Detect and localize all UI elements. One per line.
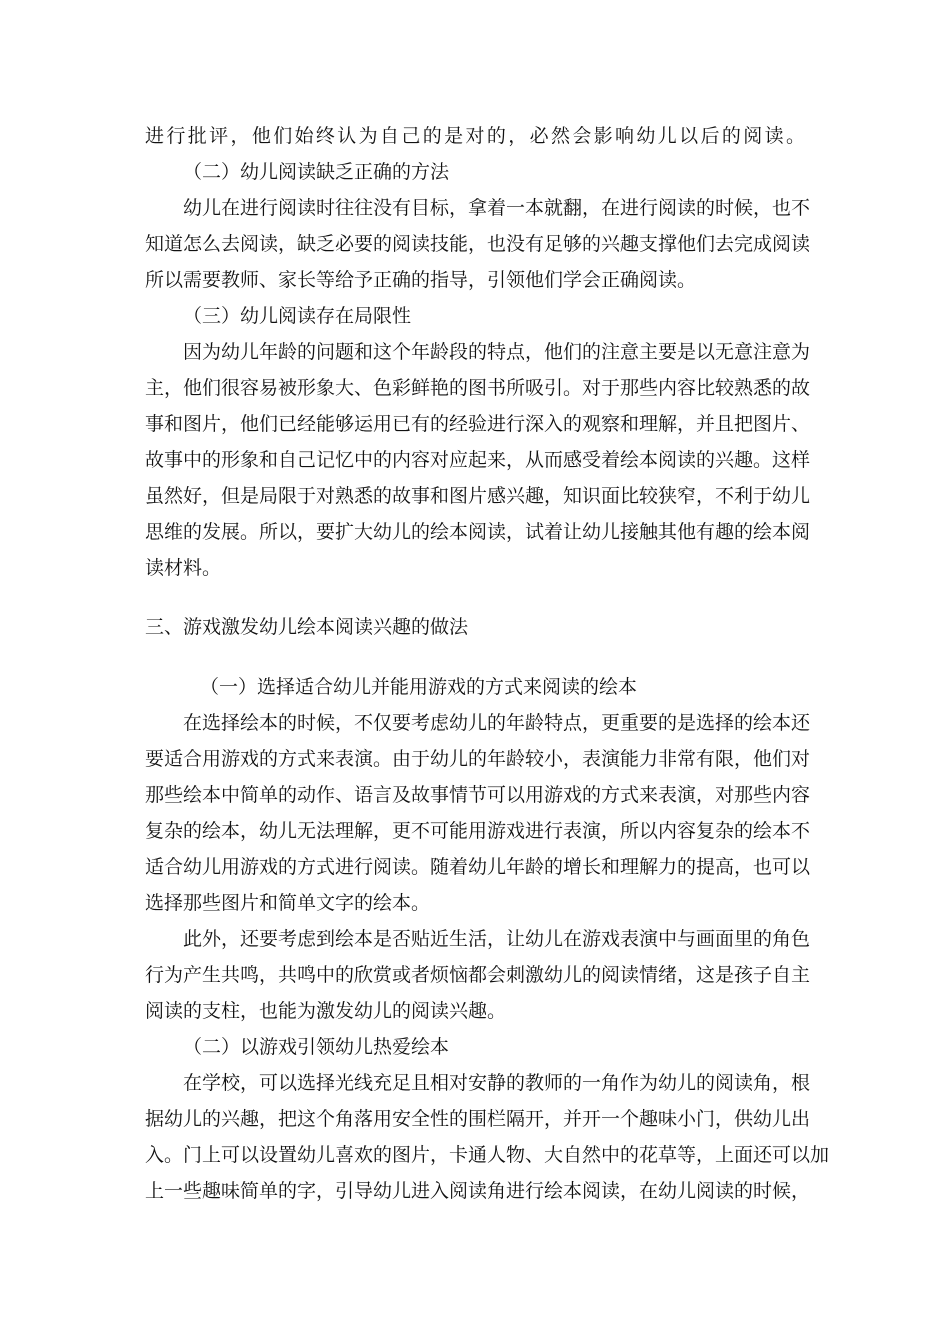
paragraph-line: 据幼儿的兴趣，把这个角落用安全性的围栏隔开，并开一个趣味小门，供幼儿出: [145, 1108, 811, 1130]
paragraph-line: 读材料。: [145, 557, 222, 579]
section-heading: （二）以游戏引领幼儿热爱绘本: [183, 1036, 450, 1058]
paragraph-line: 上一些趣味简单的字，引导幼儿进入阅读角进行绘本阅读，在幼儿阅读的时候，: [145, 1180, 811, 1202]
section-heading: （二）幼儿阅读缺乏正确的方法: [183, 161, 450, 183]
paragraph-line: 事和图片，他们已经能够运用已有的经验进行深入的观察和理解，并且把图片、: [145, 413, 811, 435]
paragraph-line: 因为幼儿年龄的问题和这个年龄段的特点，他们的注意主要是以无意注意为: [183, 341, 811, 363]
paragraph-line: 虽然好，但是局限于对熟悉的故事和图片感兴趣，知识面比较狭窄，不利于幼儿: [145, 485, 811, 507]
chapter-heading: 三、游戏激发幼儿绘本阅读兴趣的做法: [145, 616, 469, 638]
paragraph-line: 进行批评，他们始终认为自己的是对的，必然会影响幼儿以后的阅读。: [145, 125, 805, 147]
paragraph-line: 所以需要教师、家长等给予正确的指导，引领他们学会正确阅读。: [145, 269, 697, 291]
paragraph-line: 主，他们很容易被形象大、色彩鲜艳的图书所吸引。对于那些内容比较熟悉的故: [145, 377, 811, 399]
paragraph-line: 在学校，可以选择光线充足且相对安静的教师的一角作为幼儿的阅读角，根: [183, 1072, 811, 1094]
paragraph-line: 此外，还要考虑到绘本是否贴近生活，让幼儿在游戏表演中与画面里的角色: [183, 928, 811, 950]
paragraph-line: 复杂的绘本，幼儿无法理解，更不可能用游戏进行表演，所以内容复杂的绘本不: [145, 820, 811, 842]
section-heading: （三）幼儿阅读存在局限性: [183, 305, 412, 327]
paragraph-line: 适合幼儿用游戏的方式进行阅读。随着幼儿年龄的增长和理解力的提高，也可以: [145, 856, 811, 878]
paragraph-line: 知道怎么去阅读，缺乏必要的阅读技能，也没有足够的兴趣支撑他们去完成阅读: [145, 233, 811, 255]
paragraph-line: 那些绘本中简单的动作、语言及故事情节可以用游戏的方式来表演，对那些内容: [145, 784, 811, 806]
paragraph-line: 入。门上可以设置幼儿喜欢的图片，卡通人物、大自然中的花草等，上面还可以加: [145, 1144, 830, 1166]
paragraph-line: 行为产生共鸣，共鸣中的欣赏或者烦恼都会刺激幼儿的阅读情绪，这是孩子自主: [145, 964, 811, 986]
paragraph-line: 故事中的形象和自己记忆中的内容对应起来，从而感受着绘本阅读的兴趣。这样: [145, 449, 811, 471]
paragraph-line: 要适合用游戏的方式来表演。由于幼儿的年龄较小，表演能力非常有限，他们对: [145, 748, 811, 770]
paragraph-line: 在选择绘本的时候，不仅要考虑幼儿的年龄特点，更重要的是选择的绘本还: [183, 712, 811, 734]
paragraph-line: 选择那些图片和简单文字的绘本。: [145, 892, 431, 914]
paragraph-line: 幼儿在进行阅读时往往没有目标，拿着一本就翻，在进行阅读的时候，也不: [183, 197, 811, 219]
section-heading: （一）选择适合幼儿并能用游戏的方式来阅读的绘本: [200, 676, 638, 698]
paragraph-line: 思维的发展。所以，要扩大幼儿的绘本阅读，试着让幼儿接触其他有趣的绘本阅: [145, 521, 811, 543]
paragraph-line: 阅读的支柱，也能为激发幼儿的阅读兴趣。: [145, 1000, 507, 1022]
